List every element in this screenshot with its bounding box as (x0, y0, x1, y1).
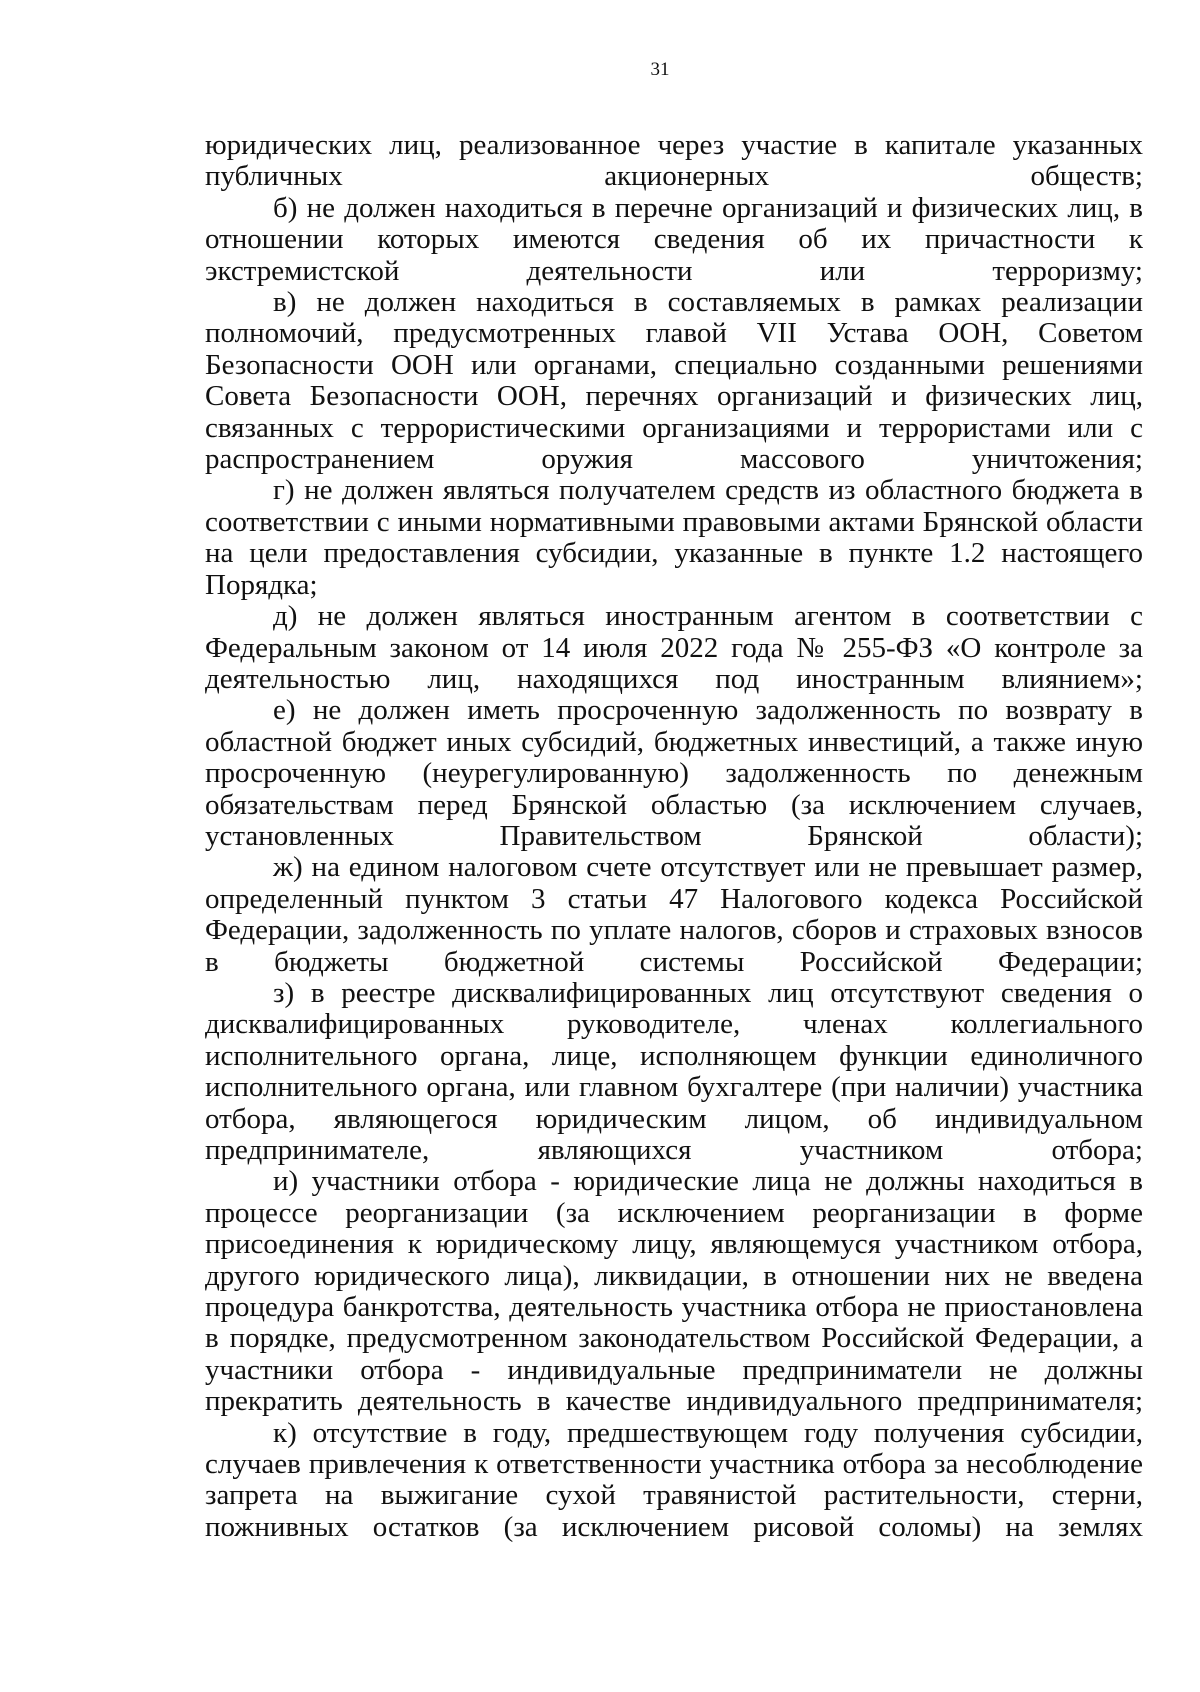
text-line: Порядка; (205, 568, 318, 601)
paragraph-e (205, 695, 1143, 852)
text-line: установленных Правительством Брянской области); (205, 819, 1143, 852)
paragraph-k (205, 1418, 1143, 1544)
paragraph-g (205, 475, 1143, 601)
text-line: дисквалифицированных руководителе, членах коллегиального (205, 1008, 1143, 1041)
text-line: д) не должен являться иностранным агентом в соответствии с (273, 600, 1143, 633)
text-line: определенный пунктом 3 статьи 47 Налогового кодекса Российской (205, 882, 1143, 915)
paragraph-z (205, 978, 1143, 1166)
text-line: порядке, предусмотренном законодательством Российской Федерации, а (229, 1322, 1144, 1355)
text-line: присоединения к юридическому лицу, являющемуся участником отбора, (205, 1228, 1143, 1261)
text-line: Федеральным законом от 14 июля 2022 года № 255-ФЗ «О контроле за (205, 631, 1143, 664)
text-line: обязательствам перед Брянской областью (за исключением случаев, (205, 788, 1143, 821)
text-line: исполнительного органа, лице, исполняющем функции единоличного (205, 1039, 1143, 1072)
text-line: отношении которых имеются сведения об их причастности к экстремистской (205, 223, 1143, 287)
text-line: деятельность в качестве индивидуального предпринимателя; (357, 1385, 1144, 1418)
text-line: юридических лиц, реализованное через участие в капитале указанных (205, 129, 1143, 161)
text-line: на цели предоставления субсидии, указанные в пункте 1.2 настоящего (205, 537, 1143, 570)
text-line: б) не должен находиться в перечне организаций и физических лиц, в (273, 191, 1143, 224)
page-number: 31 (650, 59, 670, 80)
text-line: е) не должен иметь просроченную задолженность по возврату в (273, 694, 1143, 727)
paragraph-v (205, 287, 1143, 475)
document-body (205, 130, 1143, 1543)
text-line: ж) на едином налоговом счете отсутствует или не превышает размер, (273, 851, 1143, 884)
paragraph-continuation (205, 130, 1143, 193)
text-line: другого юридического лица), ликвидации, в отношении них не введена (205, 1259, 1143, 1292)
text-line: и) участники отбора - юридические лица не должны находиться в (273, 1165, 1143, 1198)
text-line: участники отбора - индивидуальные предприниматели не должны прекратить (205, 1353, 1143, 1418)
text-line: полномочий, предусмотренных главой VII Устава ООН, Советом (205, 317, 1143, 350)
text-line: пожнивных остатков (за исключением рисовой соломы) на землях (205, 1510, 1143, 1543)
text-line: соответствии с иными нормативными правовыми актами Брянской области (205, 505, 1143, 538)
text-line: в) не должен находиться в составляемых в рамках реализации (273, 286, 1143, 319)
paragraph-d (205, 601, 1143, 695)
text-line: г) не должен являться получателем средств из областного бюджета в (273, 474, 1143, 507)
text-line: процессе реорганизации (за исключением реорганизации в форме (205, 1196, 1143, 1229)
text-line: деятельностью лиц, находящихся под иностранным влиянием»; (205, 662, 1143, 695)
text-line: публичных акционерных обществ; (205, 160, 1143, 193)
text-line: исполнительного органа, или главном бухгалтере (при наличии) участника (205, 1071, 1143, 1104)
text-line: к) отсутствие в году, предшествующем году получения субсидии, (273, 1416, 1143, 1449)
text-line: Федерации, задолженность по уплате налогов, сборов и страховых взносов в (205, 914, 1143, 978)
text-line: з) в реестре дисквалифицированных лиц отсутствуют сведения о (273, 976, 1143, 1009)
text-line: областной бюджет иных субсидий, бюджетных инвестиций, а также иную (205, 725, 1143, 758)
text-line: просроченную (неурегулированную) задолженность по денежным (205, 757, 1143, 790)
text-line: распространением оружия массового уничтожения; (205, 443, 1143, 476)
text-line: случаев привлечения к ответственности участника отбора за несоблюдение (205, 1448, 1143, 1481)
paragraph-zh (205, 852, 1143, 978)
text-line: Совета Безопасности ООН, перечнях организаций и физических лиц, (205, 380, 1143, 413)
paragraph-i (205, 1166, 1143, 1417)
text-line: отбора, являющегося юридическим лицом, об индивидуальном (205, 1102, 1143, 1135)
text-line: Безопасности ООН или органами, специально созданными решениями (205, 348, 1143, 381)
text-line: деятельности или терроризму; (526, 254, 1143, 287)
text-line: процедура банкротства, деятельность участника отбора не приостановлена в (205, 1291, 1143, 1355)
text-line: связанных с террористическими организациями и террористами или с (205, 411, 1143, 444)
text-line: запрета на выжигание сухой травянистой растительности, стерни, (205, 1479, 1143, 1512)
text-line: бюджеты бюджетной системы Российской Федерации; (274, 945, 1144, 978)
text-line: предпринимателе, являющихся участником отбора; (205, 1134, 1143, 1166)
paragraph-b (205, 193, 1143, 287)
